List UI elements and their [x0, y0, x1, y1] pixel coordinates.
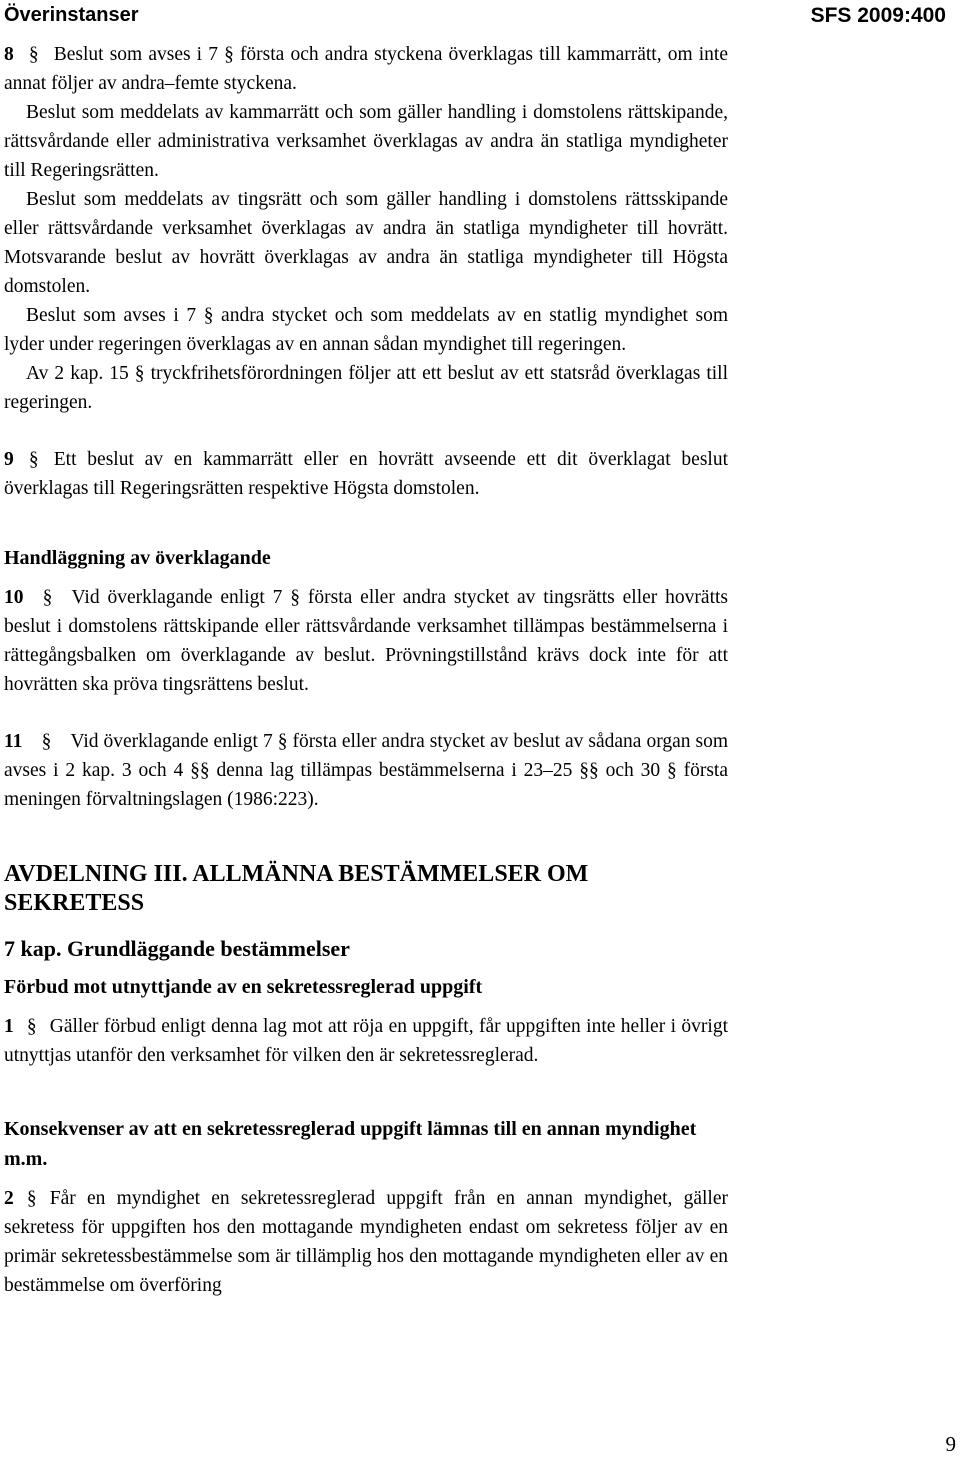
chapter-7-section-2-text: Får en myndighet en sekretessreglerad uppgift från en annan myndighet, gäller sekretess för uppgiften hos den mottagande myndigheten endast om sekretess följer av en primär sekretessbestämmelse som är tillämplig hos den mottagande myndigheten eller av en bestämmelse om överföring — [4, 1188, 728, 1296]
section-10-number: 10 — [4, 587, 24, 608]
document-body — [4, 40, 728, 1300]
section-11-text: Vid överklagande enligt 7 § första eller andra stycket av beslut av sådana organ som avses i 2 kap. 3 och 4 §§ denna lag tillämpas bestämmelserna i 23–25 §§ och 30 § första meningen förvaltningslagen (1986:223). — [4, 731, 728, 810]
section-sign: § — [41, 731, 52, 752]
chapter-7-section-1-text: Gäller förbud enligt denna lag mot att röja en uppgift, får uppgiften inte heller i övrigt utnyttjas utanför den verksamhet för vilken den är sekretessreglerad. — [4, 1016, 728, 1066]
chapter-7-section-2-number: 2 — [4, 1188, 14, 1209]
section-9-paragraph — [4, 445, 728, 503]
section-sign: § — [28, 449, 39, 470]
section-sign: § — [28, 44, 39, 65]
avdelning-title: AVDELNING III. ALLMÄNNA BESTÄMMELSER OM SEKRETESS — [4, 861, 589, 916]
chapter-7-section-2-paragraph — [4, 1184, 728, 1300]
section-11-number: 11 — [4, 731, 23, 752]
section-8-paragraph-4: Beslut som avses i 7 § andra stycket och som meddelats av en statlig myndighet som lyder under regeringen överklagas av en annan sådan myndighet till regeringen. — [4, 305, 728, 355]
heading-forbud: Förbud mot utnyttjande av en sekretessreglerad uppgift — [4, 976, 483, 998]
running-header-title: Överinstanser — [4, 4, 139, 26]
page-number: 9 — [945, 1432, 956, 1456]
heading-konsekvenser: Konsekvenser av att en sekretessreglerad uppgift lämnas till en annan myndighet m.m. — [4, 1118, 697, 1170]
section-8-paragraph-3: Beslut som meddelats av tingsrätt och som gäller handling i domstolens rättsskipande eller rättsvårdande verksamhet överklagas av andra än statliga myndigheter till hovrätt. Motsvarande beslut av hovrätt överklagas av andra än statliga myndigheter till Högsta domstolen. — [4, 189, 728, 297]
section-10-text: Vid överklagande enligt 7 § första eller andra stycket av tingsrätts eller hovrätts beslut i domstolens rättskipande eller rättsvårdande verksamhet tillämpas bestämmelserna i rättegångsbalken om överklagande av beslut. Prövningstillstånd krävs dock inte för att hovrätten ska pröva tingsrättens beslut. — [4, 587, 728, 695]
heading-handlaggning: Handläggning av överklagande — [4, 547, 271, 569]
section-9-number: 9 — [4, 449, 14, 470]
section-8-paragraph-2: Beslut som meddelats av kammarrätt och som gäller handling i domstolens rättskipande, rättsvårdande eller administrativa verksamhet överklagas av andra än statliga myndigheter till Regeringsrätten. — [4, 102, 728, 181]
chapter-7-section-1-paragraph — [4, 1012, 728, 1070]
section-sign: § — [26, 1188, 37, 1209]
sfs-number: SFS 2009:400 — [810, 4, 946, 27]
section-8-paragraph-5: Av 2 kap. 15 § tryckfrihetsförordningen följer att ett beslut av ett statsråd överklagas till regeringen. — [4, 363, 728, 413]
section-11-paragraph — [4, 727, 728, 814]
section-10-paragraph — [4, 583, 728, 699]
section-9-text: Ett beslut av en kammarrätt eller en hovrätt avseende ett dit överklagat beslut överklagas till Regeringsrätten respektive Högsta domstolen. — [4, 449, 728, 499]
section-8-number: 8 — [4, 44, 14, 65]
chapter-7-section-1-number: 1 — [4, 1016, 14, 1037]
chapter-title: 7 kap. Grundläggande bestämmelser — [4, 936, 350, 961]
section-sign: § — [26, 1016, 37, 1037]
section-8-text: Beslut som avses i 7 § första och andra styckena överklagas till kammarrätt, om inte annat följer av andra–femte styckena. — [4, 44, 728, 94]
section-8-paragraph — [4, 40, 728, 98]
section-sign: § — [42, 587, 53, 608]
